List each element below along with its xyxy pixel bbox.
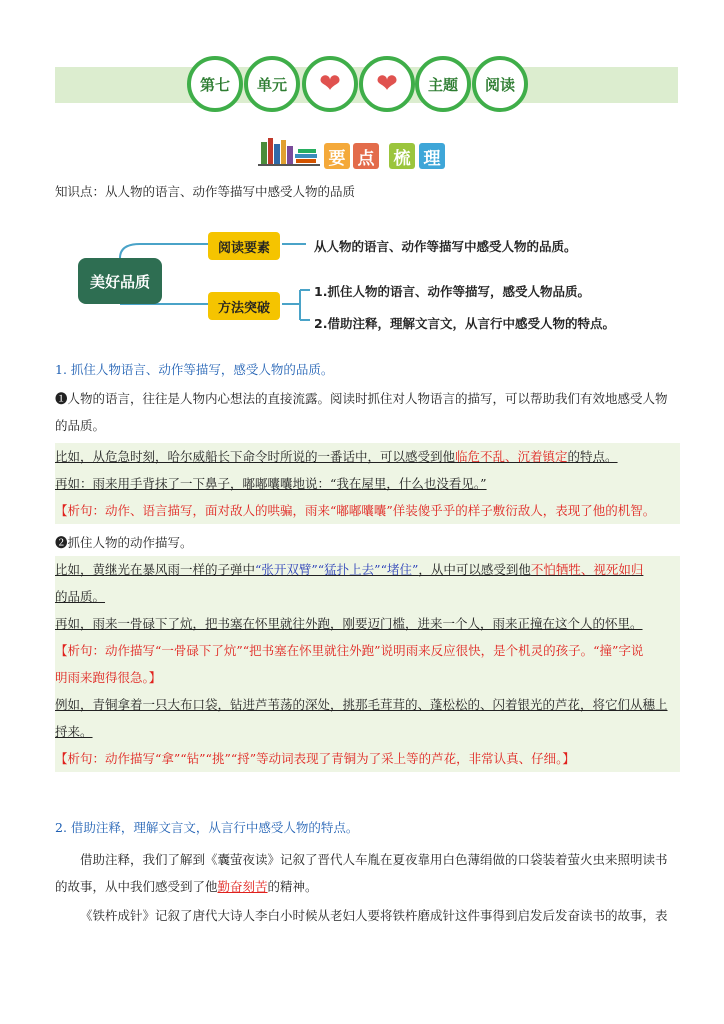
mindmap-method-item-2: 2.借助注释，理解文言文，从言行中感受人物的特点。 (314, 316, 615, 331)
section2-paragraph2: 《铁杵成针》记叙了唐代大诗人李白小时候从老妇人要将铁杵磨成针这件事得到启发后发奋读书的故事，表 (80, 908, 668, 923)
section2-paragraph1: 借助注释，我们了解到《囊萤夜读》记叙了晋代人车胤在夏夜靠用白色薄绢做的口袋装着萤火虫来照明读书 的故事，从中我们感受到了他勤奋刻苦的精神。 (55, 852, 668, 894)
section1-paragraph2: ❷抓住人物的动作描写。 (55, 535, 193, 550)
section1-heading: 1. 抓住人物语言、动作等描写，感受人物的品质。 (55, 362, 334, 377)
example-sentence: 比如，从危急时刻，哈尔威船长下命令时所说的一番话中，可以感受到他临危不乱、沉着镇定的特点。 (55, 449, 618, 464)
heart-icon: ❤ (359, 56, 415, 112)
section-title-char: 点 (353, 143, 379, 169)
analysis-note: 【析句：动作、语言描写，面对敌人的哄骗，雨来“嘟嘟囔囔”佯装傻乎乎的样子敷衍敌人，表现了他的机智。 (55, 503, 656, 518)
example-box-1 (55, 443, 680, 524)
section1-paragraph1: ❶人物的语言，往往是人物内心想法的直接流露。阅读时抓住对人物语言的描写，可以帮助我们有效地感受人物 的品质。 (55, 391, 668, 433)
section-title-char: 理 (419, 143, 445, 169)
header-circle-theme: 主题 (415, 56, 471, 112)
analysis-note: 【析句：动作描写“拿”“钻”“挑”“捋”等动词表现了青铜为了采上等的芦花，非常认真、仔细。】 (55, 751, 575, 766)
section-title-char: 梳 (389, 143, 415, 169)
example-sentence: 再如：雨来用手背抹了一下鼻子，嘟嘟囔囔地说：“我在屋里，什么也没看见。” (55, 476, 487, 491)
example-sentence: 例如，青铜拿着一只大布口袋，钻进芦苇荡的深处，挑那毛茸茸的、蓬松松的、闪着银光的芦花，将它们从穗上 捋来。 (55, 697, 668, 739)
mindmap-branch-reading: 阅读要素 (208, 232, 280, 260)
mindmap-method-item-1: 1.抓住人物的语言、动作等描写，感受人物品质。 (314, 284, 590, 299)
header-circle-unit-number: 第七 (187, 56, 243, 112)
mindmap-branch-reading-text: 从人物的语言、动作等描写中感受人物的品质。 (314, 239, 577, 254)
section-title-char: 要 (324, 143, 350, 169)
header-circle-unit: 单元 (244, 56, 300, 112)
example-sentence: 比如，黄继光在暴风雨一样的子弹中“张开双臂”“猛扑上去”“堵住”，从中可以感受到他不怕牺牲、视死如归 (55, 562, 644, 577)
analysis-note: 【析句：动作描写“一骨碌下了炕”“把书塞在怀里就往外跑”说明雨来反应很快，是个机灵的孩子。“撞”字说 明雨来跑得很急。】 (55, 643, 644, 685)
knowledge-point: 知识点：从人物的语言、动作等描写中感受人物的品质 (55, 184, 356, 199)
mindmap-branch-method: 方法突破 (208, 292, 280, 320)
example-sentence: 再如，雨来一骨碌下了炕，把书塞在怀里就往外跑，刚要迈门槛，进来一个人，雨来正撞在这个人的怀里。 (55, 616, 643, 631)
example-box-2: 比如，黄继光在暴风雨一样的子弹中“张开双臂”“猛扑上去”“堵住”，从中可以感受到他不怕牺牲、视死如归 的品质。 再如，雨来一骨碌下了炕，把书塞在怀里就往外跑，刚要迈门槛，进来一个人，雨来正撞在这个人的怀里。 【析句：动作描写“一骨碌下了炕”“把书塞在怀里就往外跑”说明雨来反应很快，是个机灵的孩子。“撞”字说 明雨来跑得很急。】 例如，青铜拿着一只大布口袋，钻进芦苇荡的深处，挑那毛茸茸的、蓬松松的、闪着银光的芦花，将它们从穗上 捋来。 【析句：动作描写“拿”“钻”“挑”“捋”等动词表现了青铜为了采上等的芦花，非常认真、仔细。】 (55, 556, 680, 772)
mindmap-root: 美好品质 (78, 258, 162, 304)
section2-heading: 2. 借助注释，理解文言文，从言行中感受人物的特点。 (55, 820, 359, 835)
heart-icon: ❤ (302, 56, 358, 112)
header-circle-reading: 阅读 (472, 56, 528, 112)
